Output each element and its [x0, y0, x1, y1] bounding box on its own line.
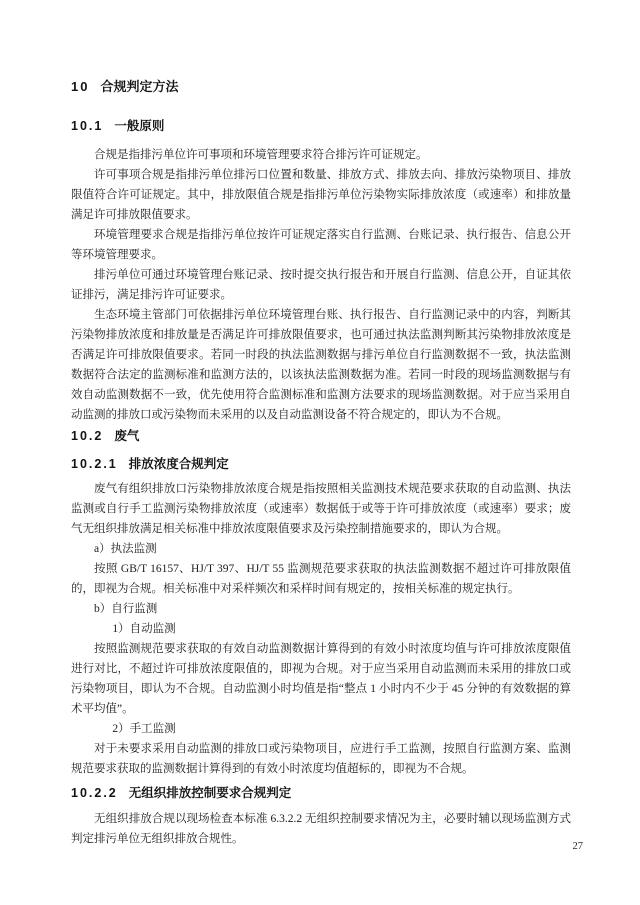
page-number: 27 [572, 841, 583, 852]
heading-title: 排放浓度合规判定 [128, 457, 229, 471]
paragraph-10-2-1-1: 废气有组织排放口污染物排放浓度合规是指按照相关监测技术规范要求获取的自动监测、执法监测或自行手工监测污染物排放浓度（或速率）数据低于或等于许可排放浓度（或速率）要求；废气无组织排放满足相关标准中排放浓度限值要求及污染控制措施要求的，即认为合规。 [71, 483, 571, 535]
paragraph-10-2-2-1: 无组织排放合规以现场检查本标准 6.3.2.2 无组织控制要求情况为主，必要时辅以现场监测方式判定排污单位无组织排放合规性。 [71, 813, 571, 845]
section-heading-10 [71, 79, 571, 95]
section-heading-10-2-2 [71, 785, 571, 801]
heading-number: 10.2 [71, 429, 104, 443]
paragraph-10-1-2: 许可事项合规是指排污单位排污口位置和数量、排放方式、排放去向、排放污染物项目、排放限值符合许可证规定。其中，排放限值合规是指排污单位污染物实际排放浓度（或速率）和排放量满足许可排放限值要求。 [71, 169, 571, 221]
list-item-2: 2）手工监测 [112, 723, 176, 735]
paragraph-10-2-1-4: 对于未要求采用自动监测的排放口或污染物项目，应进行手工监测，按照自行监测方案、监测规范要求获取的监测数据计算得到的有效小时浓度均值超标的，即视为不合规。 [71, 743, 571, 775]
heading-title: 一般原则 [114, 119, 165, 133]
heading-title: 废气 [114, 429, 140, 443]
page-content [71, 79, 571, 849]
heading-number: 10.2.1 [71, 457, 118, 471]
heading-title: 无组织排放控制要求合规判定 [128, 786, 292, 800]
section-heading-10-2 [71, 428, 571, 444]
paragraph-10-1-3: 环境管理要求合规是指排污单位按许可证规定落实自行监测、台账记录、执行报告、信息公开等环境管理要求。 [71, 229, 571, 261]
section-heading-10-2-1 [71, 456, 571, 472]
heading-number: 10.1 [71, 119, 104, 133]
heading-number: 10.2.2 [71, 786, 118, 800]
list-item-b: b）自行监测 [94, 603, 158, 615]
heading-title: 合规判定方法 [100, 79, 179, 94]
paragraph-10-1-4: 排污单位可通过环境管理台账记录、按时提交执行报告和开展自行监测、信息公开，自证其依证排污，满足排污许可证要求。 [71, 269, 571, 301]
list-item-a: a）执法监测 [94, 543, 157, 555]
paragraph-10-2-1-3: 按照监测规范要求获取的有效自动监测数据计算得到的有效小时浓度均值与许可排放浓度限值进行对比，不超过许可排放浓度限值的，即视为合规。对于应当采用自动监测而未采用的排放口或污染物项目，即认为不合规。自动监测小时均值是指“整点 1 小时内不少于 45 分钟的有效数据的算术平均值”。 [71, 643, 571, 715]
paragraph-10-1-1: 合规是指排污单位许可事项和环境管理要求符合排污许可证规定。 [94, 149, 428, 161]
section-heading-10-1 [71, 118, 571, 134]
list-item-1: 1）自动监测 [112, 623, 176, 635]
paragraph-10-2-1-2: 按照 GB/T 16157、HJ/T 397、HJ/T 55 监测规范要求获取的执法监测数据不超过许可排放限值的，即视为合规。相关标准中对采样频次和采样时间有规定的，按相关标准的规定执行。 [71, 563, 571, 595]
paragraph-10-1-5: 生态环境主管部门可依据排污单位环境管理台账、执行报告、自行监测记录中的内容，判断其污染物排放浓度和排放量是否满足许可排放限值要求，也可通过执法监测判断其污染物排放浓度是否满足许可排放限值要求。若同一时段的执法监测数据与排污单位自行监测数据不一致，执法监测数据符合法定的监测标准和监测方法的，以该执法监测数据为准。若同一时段的现场监测数据与有效自动监测数据不一致，优先使用符合监测标准和监测方法要求的现场监测数据。对于应当采用自动监测的排放口或污染物而未采用的以及自动监测设备不符合规定的，即认为不合规。 [71, 309, 571, 421]
heading-number: 10 [71, 79, 90, 94]
